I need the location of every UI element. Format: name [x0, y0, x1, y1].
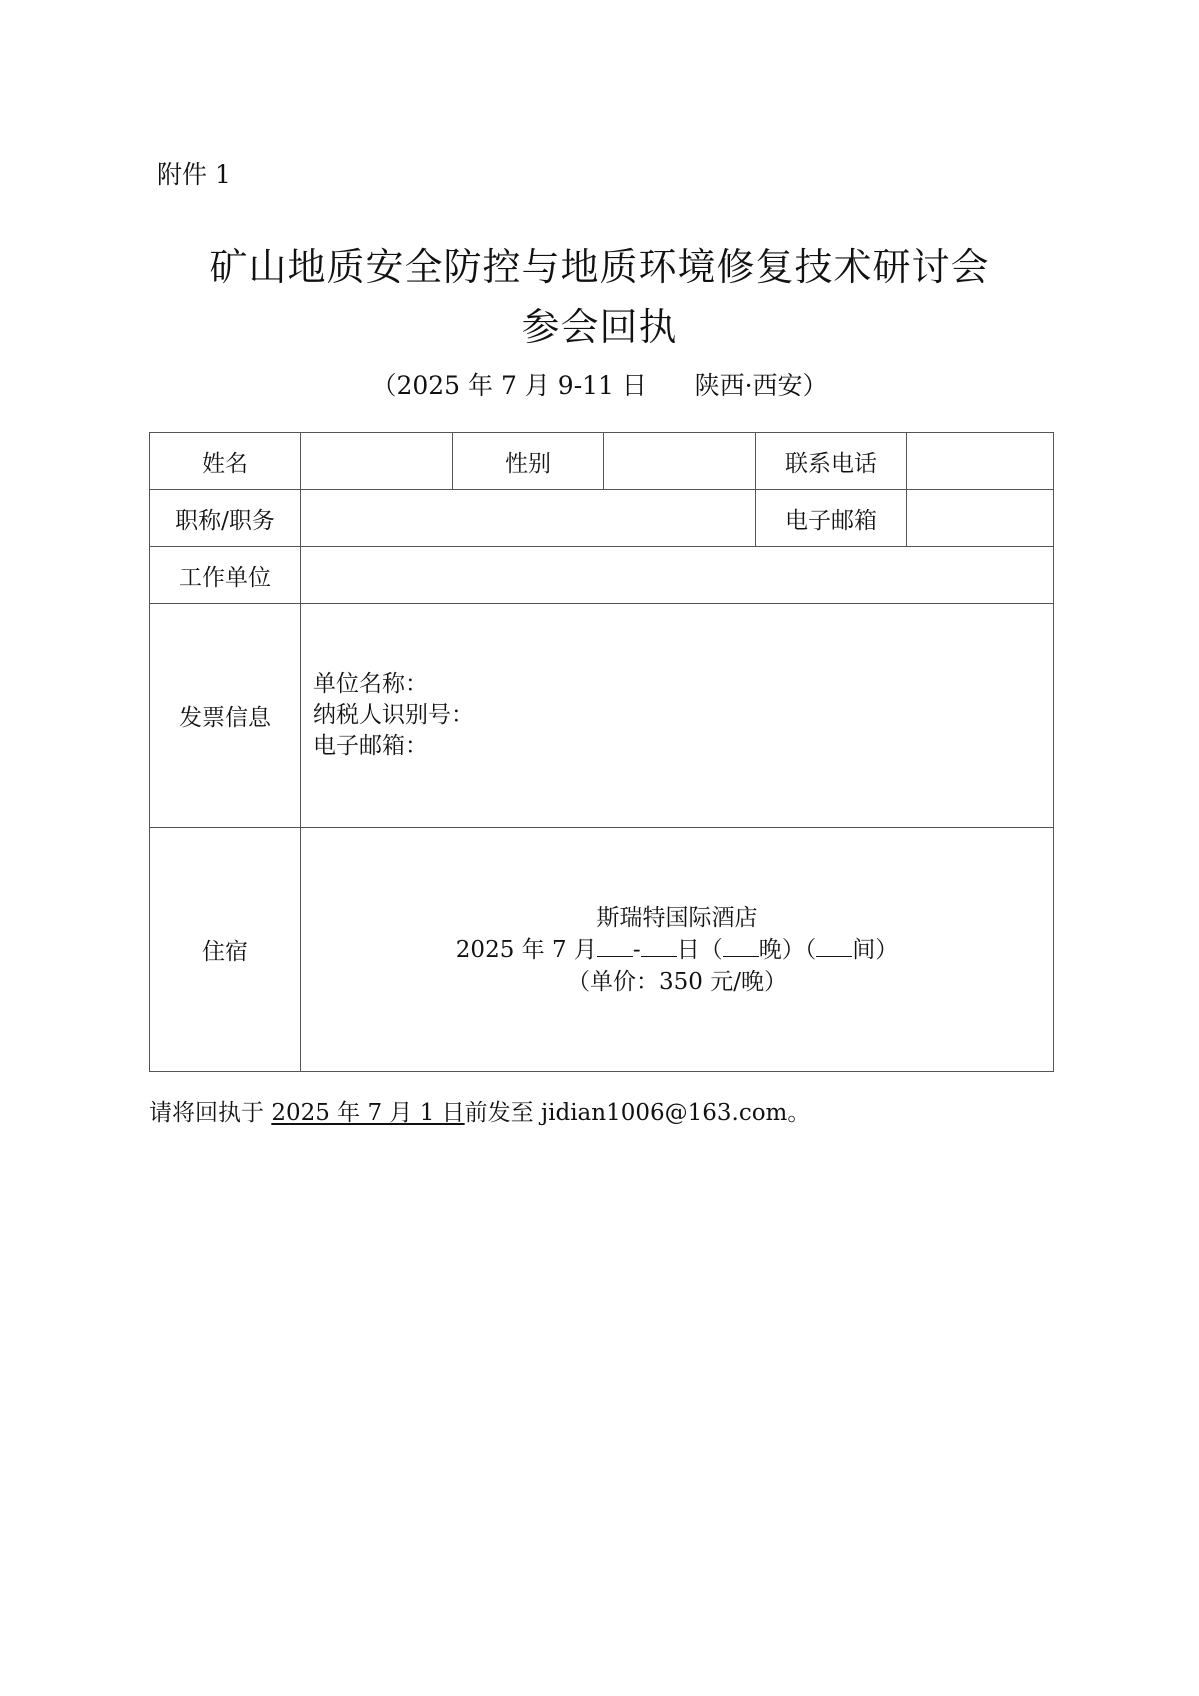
job-title-field[interactable] [301, 490, 756, 547]
phone-field[interactable] [907, 433, 1054, 490]
lodging-dates [301, 934, 1053, 966]
invoice-tax-id-label: 纳税人识别号： [313, 702, 474, 728]
day-label: 日（ [676, 936, 723, 963]
lodging-field [301, 828, 1054, 1072]
invoice-company-label: 单位名称： [313, 671, 428, 697]
room-price: （单价：350 元/晚） [567, 968, 787, 995]
nights-label: 晚）（ [758, 936, 817, 963]
lodging-label: 住宿 [150, 828, 301, 1072]
email-label: 电子邮箱 [756, 490, 907, 547]
form-title: 参会回执 [521, 305, 678, 349]
lodging-date-prefix: 2025 年 7 月 [455, 936, 597, 963]
name-field[interactable] [301, 433, 453, 490]
nights-blank[interactable] [723, 934, 759, 957]
conference-title: 矿山地质安全防控与地质环境修复技术研讨会 [209, 245, 990, 289]
hotel-name: 斯瑞特国际酒店 [596, 904, 758, 931]
invoice-field[interactable] [301, 604, 1054, 828]
gender-field[interactable] [604, 433, 756, 490]
phone-label: 联系电话 [756, 433, 907, 490]
check-in-day-blank[interactable] [597, 934, 633, 957]
attachment-label: 附件 1 [157, 160, 231, 189]
email-field[interactable] [907, 490, 1054, 547]
registration-form-table [149, 432, 1054, 1072]
invoice-label: 发票信息 [150, 604, 301, 828]
name-label: 姓名 [150, 433, 301, 490]
employer-field[interactable] [301, 547, 1054, 604]
event-date-location: （2025 年 7 月 9-11 日 陕西·西安） [371, 371, 828, 400]
submission-suffix: 前发至 jidian1006@163.com。 [464, 1100, 811, 1126]
gender-label: 性别 [453, 433, 604, 490]
submission-note [149, 1098, 810, 1128]
invoice-email-label: 电子邮箱： [313, 733, 428, 759]
employer-label: 工作单位 [150, 547, 301, 604]
submission-deadline: 2025 年 7 月 1 日 [271, 1100, 465, 1126]
job-title-label: 职称/职务 [150, 490, 301, 547]
check-out-day-blank[interactable] [641, 934, 677, 957]
rooms-label: 间） [852, 936, 899, 963]
rooms-blank[interactable] [816, 934, 852, 957]
date-dash: - [632, 936, 641, 963]
submission-prefix: 请将回执于 [149, 1100, 272, 1126]
